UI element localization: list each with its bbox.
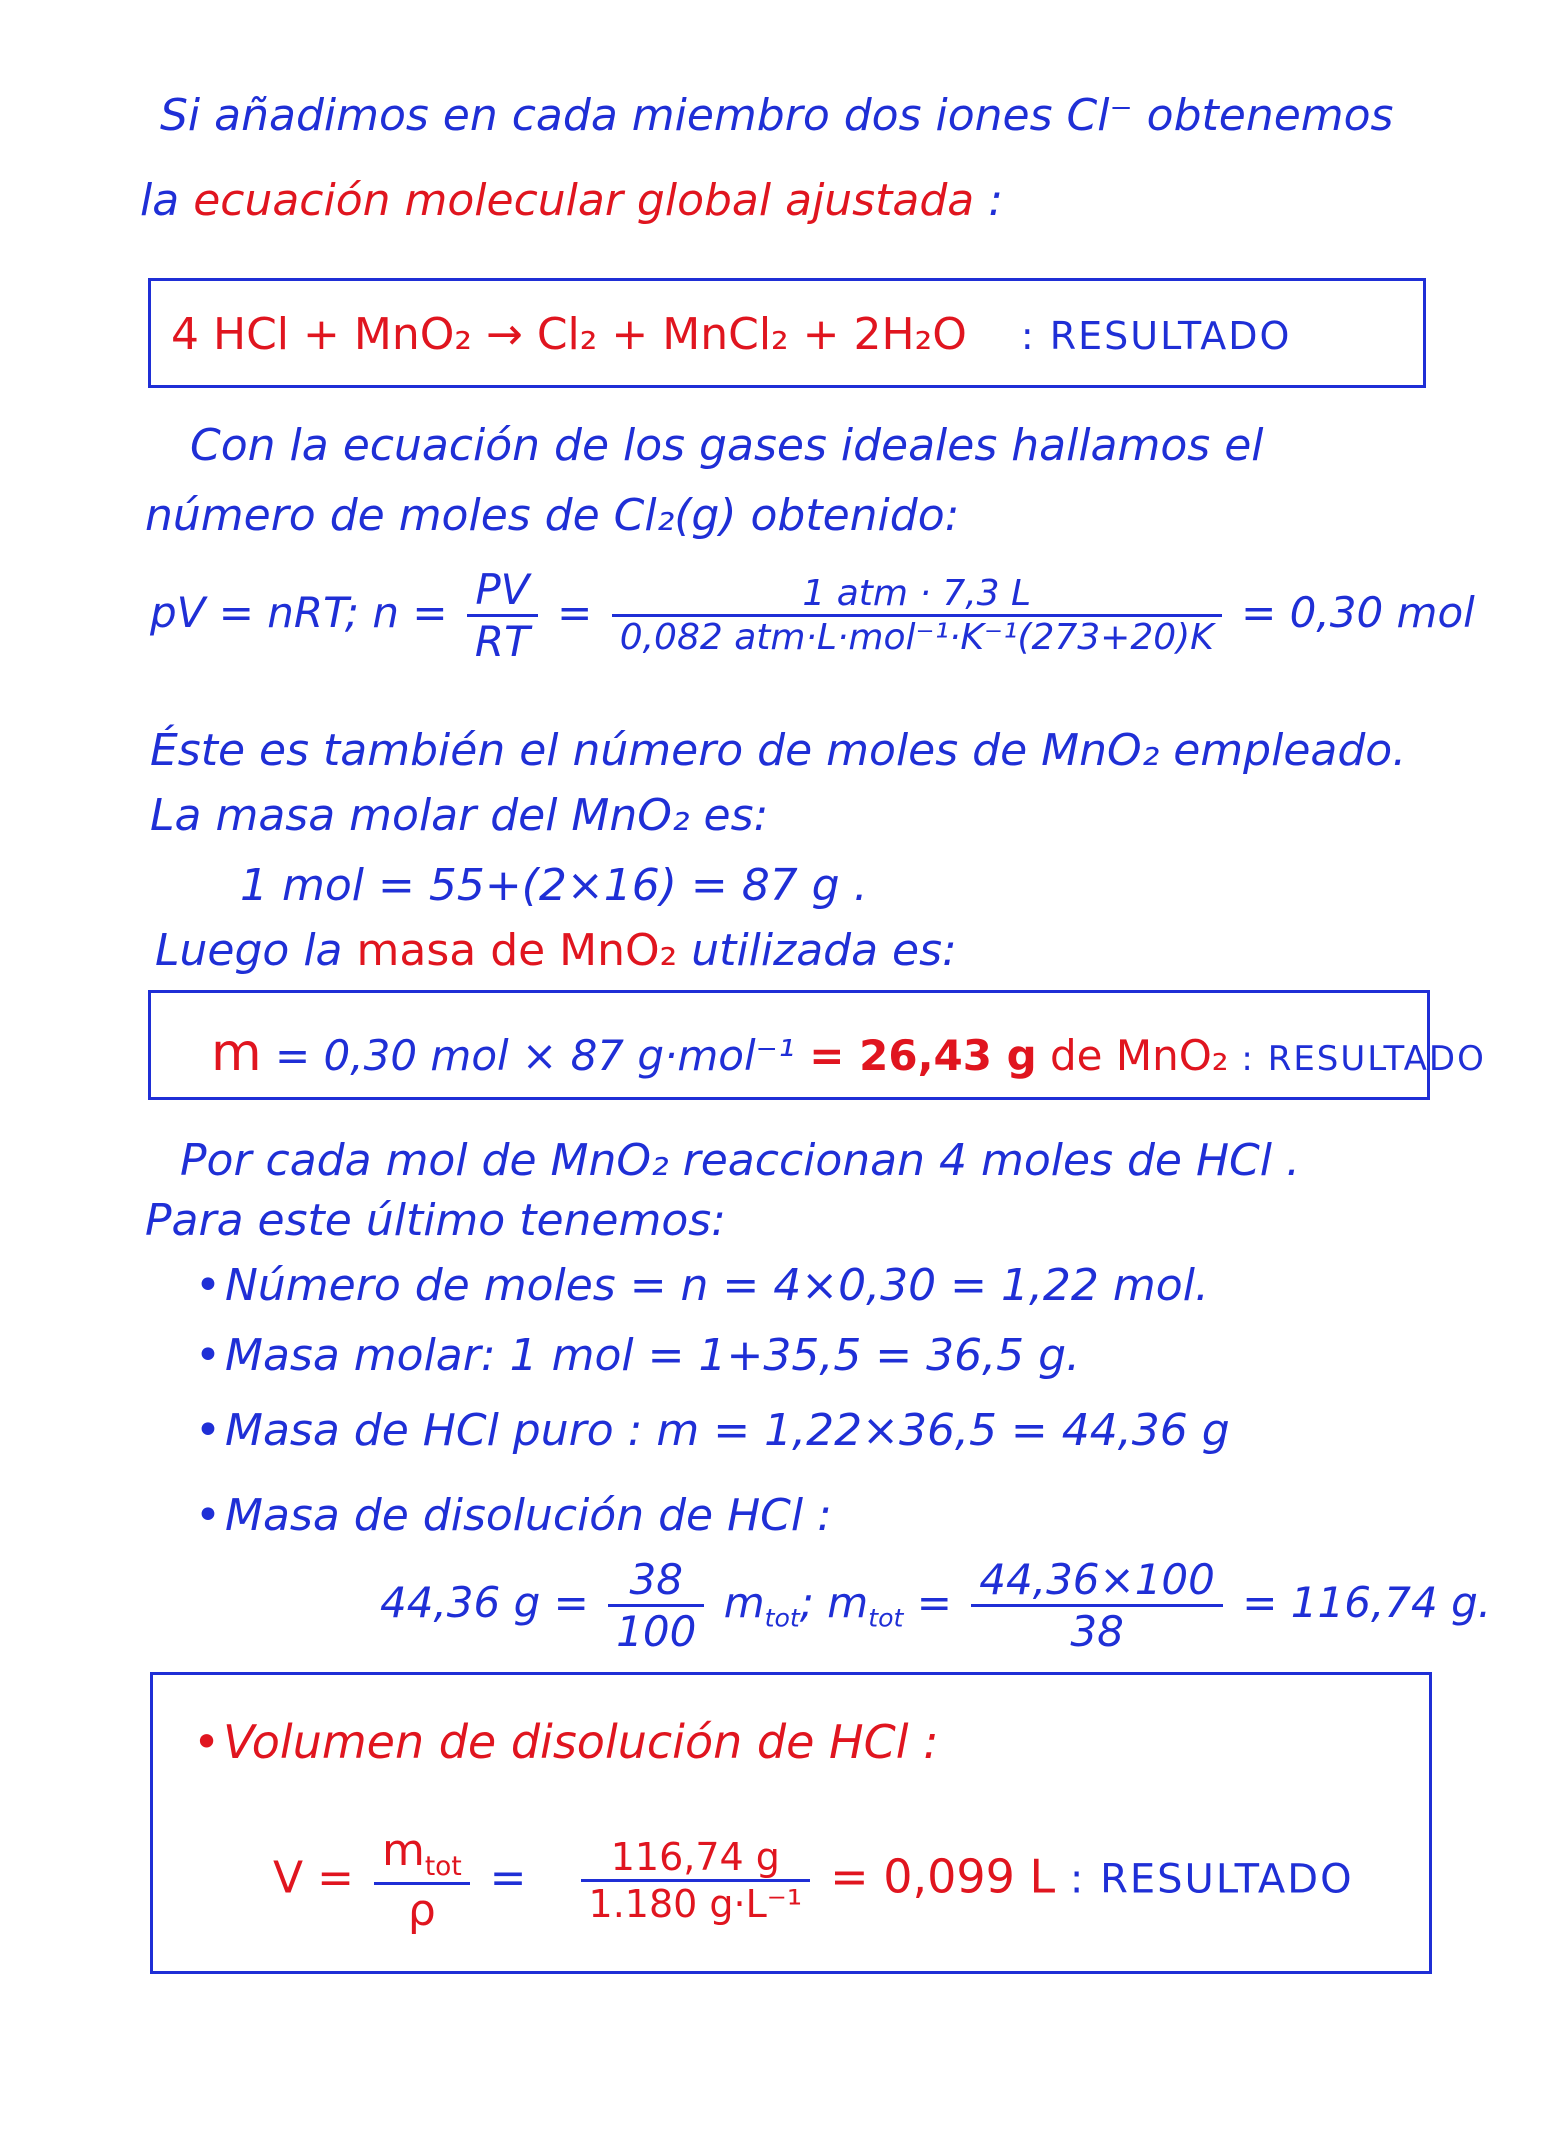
bullet-solution-mass-text: Masa de disolución de HCl :: [225, 1490, 832, 1541]
fraction-mass-tot: tot: [424, 1850, 462, 1882]
fraction-total-mass: [971, 1555, 1223, 1656]
solution-eq-result: = 116,74 g.: [1242, 1578, 1492, 1627]
fraction-mass-numerator: [374, 1825, 470, 1885]
volume-value: = 0,099 L: [830, 1849, 1056, 1904]
gases-line-1: Con la ecuación de los gases ideales hallamos el: [190, 420, 1264, 471]
hcl-line-1: Por cada mol de MnO₂ reaccionan 4 moles de HCl .: [180, 1135, 1300, 1186]
intro-line-1: Si añadimos en cada miembro dos iones Cl⁻ obtenemos: [160, 90, 1394, 141]
fraction-volume-denominator: 1.180 g·L⁻¹: [588, 1881, 803, 1926]
mass-equals: =: [794, 1031, 860, 1080]
result-label-2: : RESULTADO: [1228, 1039, 1486, 1079]
balanced-equation-text: 4 HCl + MnO₂ → Cl₂ + MnCl₂ + 2H₂O: [171, 309, 967, 360]
solution-eq-tot-1: tot: [764, 1603, 800, 1633]
fraction-total-numerator: 44,36×100: [971, 1555, 1223, 1607]
bullet-moles: [195, 1260, 1209, 1311]
mno2-line-1: Éste es también el número de moles de MnO₂ empleado.: [150, 725, 1407, 776]
volume-eq-sign: =: [489, 1852, 527, 1904]
intro-line-2: [140, 175, 1003, 226]
solution-eq-m2: ; m: [799, 1578, 869, 1627]
mno2-line-4-highlight: masa de MnO₂: [356, 925, 678, 976]
fraction-pv-denominator: RT: [474, 617, 530, 666]
result-box-mass: [148, 990, 1486, 1100]
ideal-gas-result: = 0,30 mol: [1241, 588, 1475, 637]
hcl-line-2: Para este último tenemos:: [145, 1195, 727, 1246]
result-label-3: : RESULTADO: [1055, 1856, 1354, 1903]
bullet-molar-mass: [195, 1330, 1080, 1381]
mno2-line-4: [155, 925, 957, 976]
ideal-gas-mid: =: [557, 588, 593, 637]
intro-line-2-highlight: ecuación molecular global ajustada: [193, 175, 975, 226]
intro-line-2-end: :: [974, 175, 1004, 226]
fraction-mass-m: m: [381, 1825, 425, 1876]
intro-line-2-start: la: [140, 175, 194, 226]
volume-equation: [273, 1825, 1354, 1936]
mass-unit: de MnO₂: [1036, 1031, 1229, 1080]
bullet-molar-mass-text: Masa molar: 1 mol = 1+35,5 = 36,5 g.: [225, 1330, 1081, 1381]
bullet-dot: •: [195, 1330, 221, 1381]
bullet-solution-mass: [195, 1490, 832, 1541]
bullet-pure-mass-text: Masa de HCl puro : m = 1,22×36,5 = 44,36 g: [225, 1405, 1230, 1456]
bullet-dot: •: [193, 1715, 221, 1769]
fraction-moles-denominator: 0,082 atm·L·mol⁻¹·K⁻¹(273+20)K: [619, 617, 1214, 658]
solution-mass-equation: [380, 1555, 1491, 1656]
mno2-line-4-mid: la: [303, 925, 357, 976]
solution-eq-equals: =: [903, 1578, 952, 1627]
fraction-total-denominator: 38: [1070, 1607, 1124, 1656]
fraction-moles-numerator: 1 atm · 7,3 L: [612, 573, 1222, 617]
bullet-dot: •: [195, 1490, 221, 1541]
gases-line-2: número de moles de Cl₂(g) obtenido:: [145, 490, 960, 541]
fraction-percent-numerator: 38: [608, 1555, 704, 1607]
result-label-1: : RESULTADO: [1020, 314, 1292, 358]
mass-calc: = 0,30 mol × 87 g·mol⁻¹: [261, 1031, 795, 1080]
mass-equation: [211, 1023, 1486, 1083]
mass-label: m: [211, 1023, 262, 1083]
mno2-line-4-end: utilizada es:: [677, 925, 957, 976]
result-box-equation: [148, 278, 1426, 388]
solution-eq-left: 44,36 g =: [380, 1578, 589, 1627]
bullet-moles-text: Número de moles = n = 4×0,30 = 1,22 mol.: [225, 1260, 1209, 1311]
fraction-percent: [608, 1555, 704, 1656]
bullet-dot: •: [195, 1405, 221, 1456]
result-box-volume: [150, 1672, 1432, 1974]
fraction-volume-values: [581, 1835, 811, 1926]
fraction-pv-numerator: PV: [467, 565, 538, 617]
fraction-density-denominator: ρ: [407, 1884, 436, 1936]
volume-title-text: Volumen de disolución de HCl :: [223, 1715, 939, 1769]
balanced-equation: [171, 309, 1291, 360]
mno2-line-2: La masa molar del MnO₂ es:: [150, 790, 769, 841]
solution-eq-m: m: [723, 1578, 765, 1627]
fraction-percent-denominator: 100: [616, 1607, 697, 1656]
ideal-gas-left: pV = nRT; n =: [150, 588, 448, 637]
mno2-line-4-start: Luego: [155, 925, 304, 976]
mno2-line-3: 1 mol = 55+(2×16) = 87 g .: [240, 860, 868, 911]
bullet-pure-mass: [195, 1405, 1230, 1456]
fraction-volume-numerator: 116,74 g: [581, 1835, 811, 1882]
volume-title: [193, 1715, 939, 1769]
bullet-dot: •: [195, 1260, 221, 1311]
mass-value: 26,43 g: [859, 1031, 1037, 1080]
fraction-pv-rt: [467, 565, 538, 666]
volume-label: V =: [273, 1852, 354, 1904]
ideal-gas-equation: [150, 565, 1475, 666]
solution-eq-tot-2: tot: [868, 1603, 904, 1633]
fraction-mass-density: [374, 1825, 470, 1936]
fraction-moles: [612, 573, 1222, 658]
